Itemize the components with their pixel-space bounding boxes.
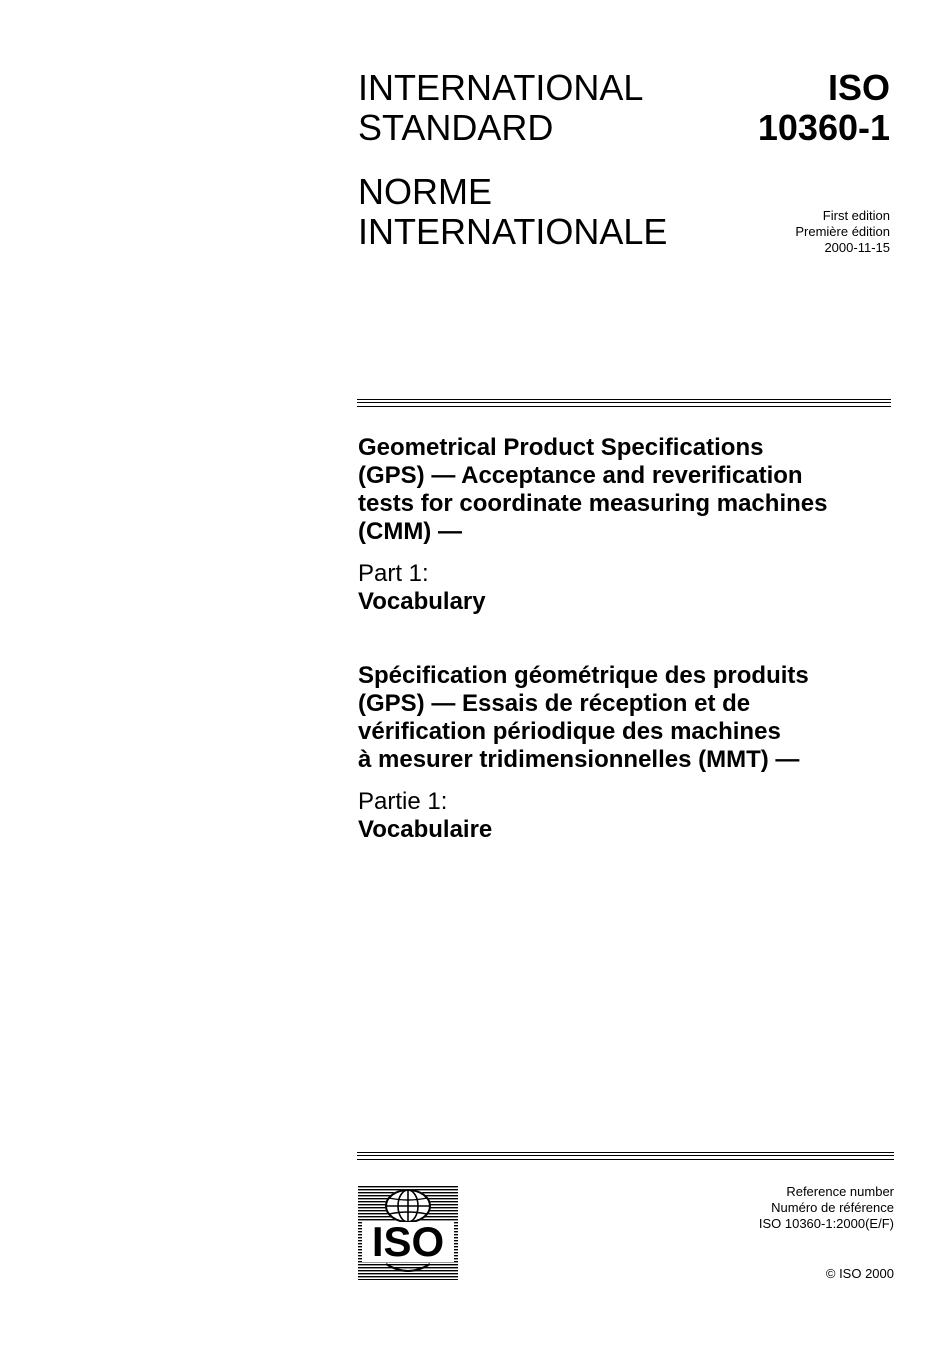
- separator-rule-top: [357, 399, 891, 407]
- title-line: vérification périodique des machines: [358, 718, 781, 745]
- title-line: INTERNATIONALE: [358, 211, 668, 252]
- french-part-number: Partie 1:: [358, 788, 448, 815]
- edition-info: [795, 208, 890, 256]
- title-line: (GPS) — Acceptance and reverification: [358, 462, 803, 489]
- title-line: INTERNATIONAL: [358, 67, 644, 108]
- reference-label-en: Reference number: [786, 1184, 894, 1199]
- title-line: NORME: [358, 171, 492, 212]
- title-line: Geometrical Product Specifications: [358, 434, 764, 461]
- iso-standard-number: [758, 68, 890, 148]
- edition-date: 2000-11-15: [824, 240, 890, 255]
- english-title: [358, 434, 827, 546]
- french-title: [358, 662, 809, 774]
- french-part-name: Vocabulaire: [358, 816, 493, 843]
- edition-fr: Première édition: [795, 224, 890, 239]
- standard-number: 10360-1: [757, 107, 890, 148]
- reference-value: ISO 10360-1:2000(E/F): [758, 1216, 894, 1231]
- title-line: à mesurer tridimensionnelles (MMT) —: [358, 746, 800, 773]
- iso-label: ISO: [827, 67, 890, 108]
- title-line: (CMM) —: [358, 518, 462, 545]
- edition-en: First edition: [822, 208, 890, 223]
- iso-logo-text: ISO: [371, 1218, 445, 1265]
- separator-rule-bottom: [357, 1152, 894, 1160]
- title-line: (GPS) — Essais de réception et de: [358, 690, 751, 717]
- iso-logo: [358, 1186, 458, 1280]
- title-norme-internationale: [358, 172, 667, 252]
- title-line: tests for coordinate measuring machines: [358, 490, 828, 517]
- reference-number-block: [759, 1184, 894, 1232]
- english-part-name: Vocabulary: [358, 588, 486, 615]
- english-part-number: Part 1:: [358, 560, 429, 587]
- copyright: © ISO 2000: [825, 1266, 894, 1281]
- title-international-standard: [358, 68, 643, 148]
- reference-label-fr: Numéro de référence: [771, 1200, 894, 1215]
- title-line: STANDARD: [358, 107, 554, 148]
- iso-logo-icon: [358, 1186, 458, 1280]
- title-line: Spécification géométrique des produits: [358, 662, 809, 689]
